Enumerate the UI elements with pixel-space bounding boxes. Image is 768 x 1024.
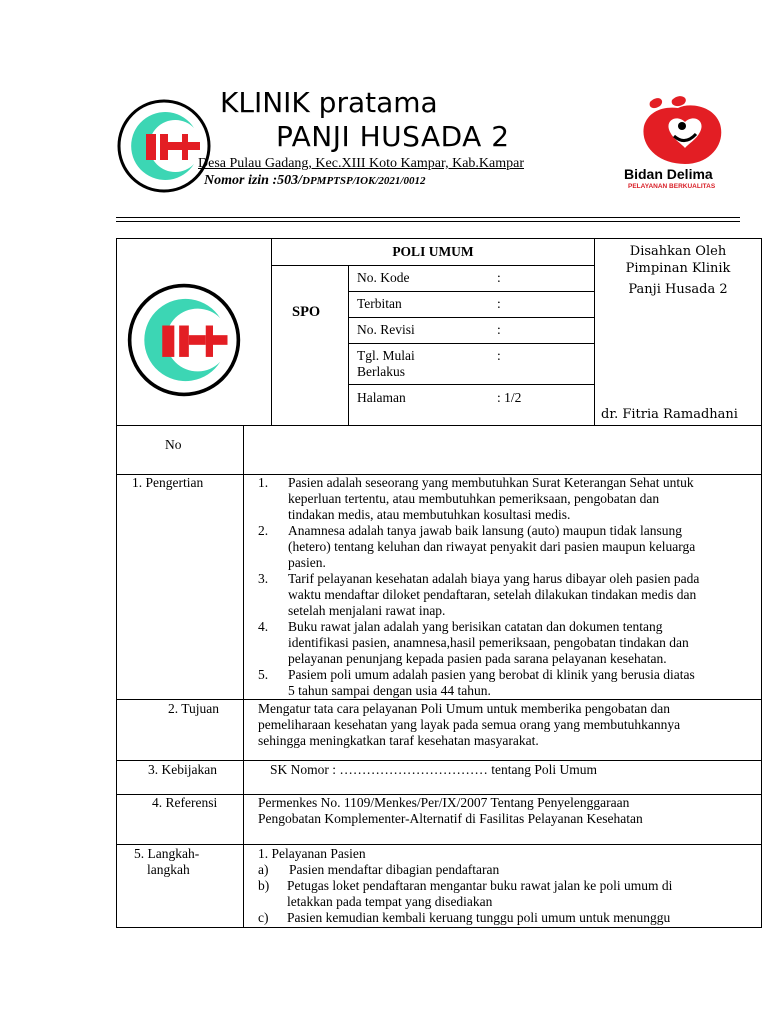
bidan-delima-name: Bidan Delima — [624, 166, 713, 182]
spo-field-value: : — [497, 322, 501, 337]
spo-unit: POLI UMUM — [392, 244, 474, 259]
step-marker: b) — [258, 878, 270, 893]
letterhead-rule-top — [116, 217, 740, 218]
approval-line3: Panji Husada 2 — [628, 282, 728, 297]
referensi-text: Pengobatan Komplementer-Alternatif di Fasilitas Pelayanan Kesehatan — [258, 811, 643, 826]
tujuan-label: 2. Tujuan — [168, 701, 220, 716]
clinic-logo — [116, 98, 212, 194]
approval-line2: Pimpinan Klinik — [625, 261, 731, 276]
kebijakan-text: SK Nomor : …………………………… tentang Poli Umum — [270, 762, 597, 777]
langkah-label: 5. Langkah- — [134, 846, 200, 861]
referensi-text: Permenkes No. 1109/Menkes/Per/IX/2007 Tentang Penyelenggaraan — [258, 795, 630, 810]
step-text: Petugas loket pendaftaran mengantar buku rawat jalan ke poli umum di — [287, 878, 673, 893]
step-text: Pasien kemudian kembali keruang tunggu poli umum untuk menunggu — [287, 910, 671, 925]
step-text: letakkan pada tempat yang disediakan — [287, 894, 493, 909]
spo-field-value: : — [497, 348, 501, 363]
tujuan-text: pemeliharaan kesehatan yang layak pada semua orang yang membutuhkannya — [258, 717, 681, 732]
spo-field-value: : — [497, 296, 501, 311]
list-item: 2. Anamnesa adalah tanya jawab baik lansung (auto) maupun tidak lansung (hetero) tentang keluhan dan riwayat penyakit dari pasien maupun keluarga pasien. — [258, 523, 696, 570]
permit-number: Nomor izin :503/DPMPTSP/IOK/2021/0012 — [204, 173, 426, 188]
spo-clinic-logo — [126, 282, 242, 398]
spo-field-value: : 1/2 — [497, 390, 522, 405]
kebijakan-label: 3. Kebijakan — [148, 762, 217, 777]
pengertian-label: 1. Pengertian — [132, 475, 204, 490]
no-header: No — [165, 437, 182, 452]
clinic-name-line2: PANJI HUSADA 2 — [276, 120, 510, 153]
spo-field-label: Tgl. Mulai Berlakus — [357, 348, 415, 379]
langkah-label: langkah — [147, 862, 190, 877]
tujuan-text: Mengatur tata cara pelayanan Poli Umum untuk memberika pengobatan dan — [258, 701, 670, 716]
approval-line1: Disahkan Oleh — [629, 244, 727, 259]
list-item: 5. Pasiem poli umum adalah pasien yang berobat di klinik yang berusia diatas 5 tahun sampai dengan usia 44 tahun. — [258, 667, 695, 698]
spo-field-label: No. Kode — [357, 270, 410, 285]
spo-label: SPO — [292, 304, 321, 320]
step-marker: a) — [258, 862, 269, 877]
approver-name: dr. Fitria Ramadhani — [601, 407, 738, 422]
tujuan-text: sehingga meningkatkan taraf kesehatan masyarakat. — [258, 733, 539, 748]
langkah-heading: 1. Pelayanan Pasien — [258, 846, 366, 861]
bidan-delima-logo — [630, 94, 740, 166]
pengertian-label-cell — [116, 474, 244, 700]
spo-field-label: Halaman — [357, 390, 406, 405]
clinic-name-line1: KLINIK pratama — [220, 86, 438, 119]
spo-label-cell — [271, 265, 349, 426]
content-header-cell — [243, 425, 762, 475]
step-marker: c) — [258, 910, 269, 925]
referensi-label: 4. Referensi — [152, 795, 218, 810]
spo-field-label: No. Revisi — [357, 322, 415, 337]
spo-field-label: Terbitan — [357, 296, 402, 311]
letterhead-rule-bottom — [116, 221, 740, 222]
clinic-address: Desa Pulau Gadang, Kec.XIII Koto Kampar, Kab.Kampar — [198, 156, 524, 171]
list-item: 4. Buku rawat jalan adalah yang berisikan catatan dan dokumen tentang identifikasi pasien, anamnesa,hasil pemeriksaan, pengobatan tindakan dan pelayanan penunjang kepada pasien pada sarana pelayanan kesehatan. — [258, 619, 689, 666]
spo-field-value: : — [497, 270, 501, 285]
step-text: Pasien mendaftar dibagian pendaftaran — [289, 862, 500, 877]
list-item: 1. Pasien adalah seseorang yang membutuhkan Surat Keterangan Sehat untuk keperluan tertentu, atau membutuhkan pemeriksaan, pengobatan dan tindakan medis, atau membutuhkan kosultasi medis. — [258, 475, 694, 522]
pengertian-list — [258, 475, 699, 699]
list-item: 3. Tarif pelayanan kesehatan adalah biaya yang harus dibayar oleh pasien pada waktu mendaftar diloket pendaftaran, setelah dilakukan tindakan medis dan setelah menjalani rawat inap. — [258, 571, 700, 618]
bidan-delima-tagline: PELAYANAN BERKUALITAS — [628, 183, 716, 190]
